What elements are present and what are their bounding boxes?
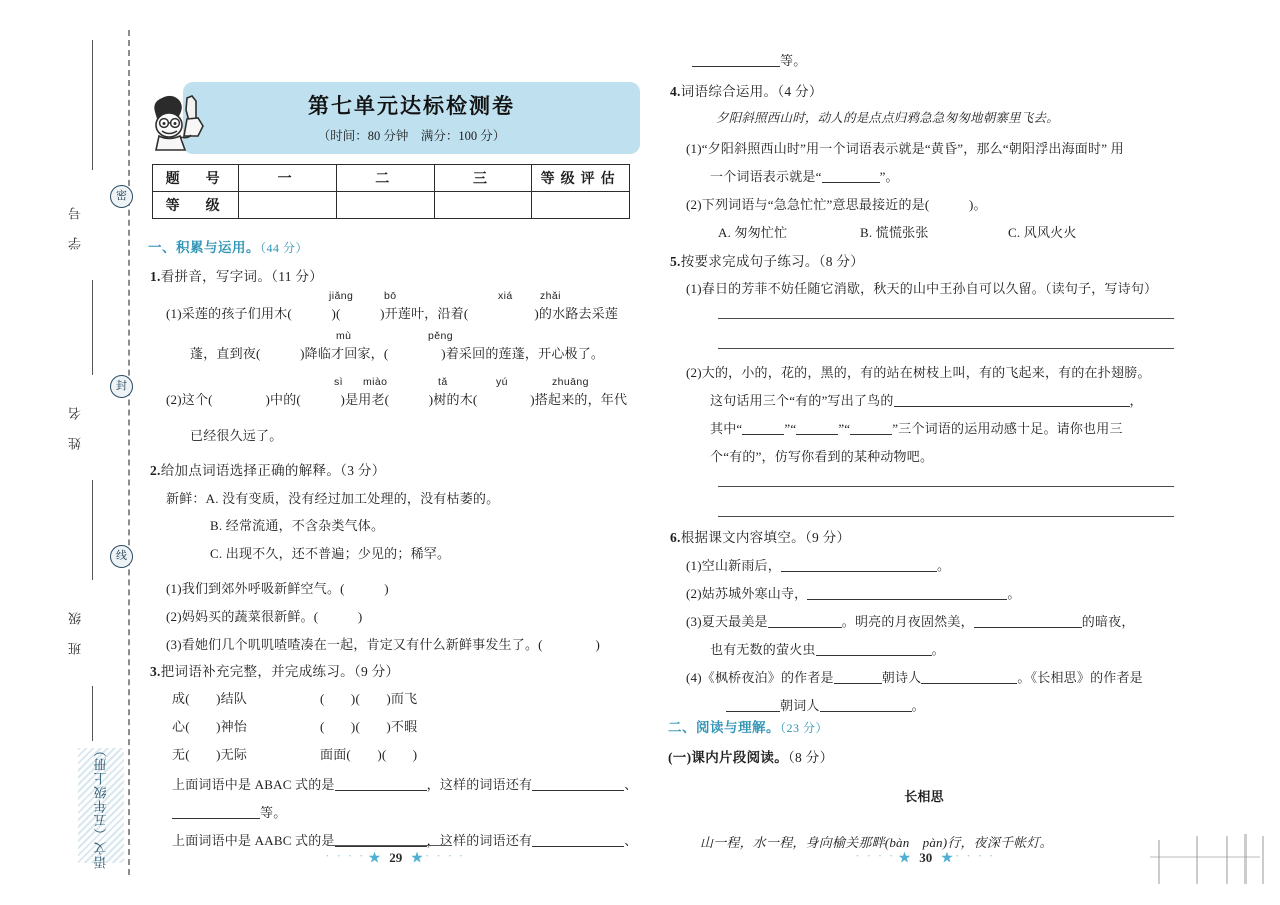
seal-char-circle: 封 <box>110 375 133 398</box>
question-5-item-2a: (2)大的，小的，花的，黑的，有的站在树枝上叫，有的飞起来，有的在扑翅膀。 <box>686 365 1151 380</box>
section-heading-1 <box>148 236 308 256</box>
subject-label: 语文（五年级上册） <box>93 742 109 869</box>
answer-blank[interactable] <box>894 406 1130 407</box>
footer-dots: · · · · <box>425 851 466 861</box>
question-5-item-2c: 其中“ ”“ ”“ ”三个词语的运用动感十足。请你也用三 <box>710 421 1123 436</box>
score-row-label: 题 号 <box>153 165 239 192</box>
question-4-item-1b: 一个词语表示就是“ ”。 <box>710 169 899 184</box>
question-4-item-1a: (1)“夕阳斜照西山时”用一个词语表示就是“黄昏”，那么“朝阳浮出海面时” 用 <box>686 141 1124 156</box>
question-number: 2. <box>150 463 161 478</box>
question-2-header <box>150 459 386 479</box>
question-points: （11 分） <box>271 269 324 284</box>
student-class-label: 班 级 <box>68 604 83 656</box>
pinyin-hint: tǎ <box>438 376 448 388</box>
page-title: 第七单元达标检测卷 <box>308 95 515 118</box>
answer-blank[interactable] <box>850 434 892 435</box>
question-2-item-1: (1)我们到郊外呼吸新鲜空气。( ) <box>166 581 389 596</box>
section-points: （44 分） <box>260 241 309 255</box>
seal-dashed-line <box>128 30 130 875</box>
question-2-option-c: C. 出现不久，还不普遍；少见的；稀罕。 <box>210 546 451 561</box>
pinyin-hint: bō <box>384 290 397 302</box>
idiom-left-3: 无( )无际 <box>172 747 248 762</box>
question-1-line-2: 蓬，直到夜( )降临才回家，( )着采回的莲蓬，开心极了。 <box>190 346 605 361</box>
subject-label-box <box>78 742 124 869</box>
answer-blank[interactable] <box>807 599 1007 600</box>
question-6-item-3b: 也有无数的萤火虫 。 <box>710 642 945 657</box>
question-4-item-2: (2)下列词语与“急急忙忙”意思最接近的是( )。 <box>686 197 987 212</box>
student-field-rule <box>92 40 93 170</box>
reading-subsection-header: (一)课内片段阅读。（8 分） <box>668 750 834 765</box>
page-number-left-group <box>326 849 466 865</box>
answer-blank[interactable] <box>921 683 1017 684</box>
score-table <box>152 164 630 219</box>
question-1-line-4: 已经很久远了。 <box>190 428 283 443</box>
question-number: 4. <box>670 84 681 99</box>
score-col-header: 等级评估 <box>532 165 630 192</box>
page-number-right-group <box>856 849 996 865</box>
score-cell[interactable] <box>336 192 434 219</box>
question-6-item-4b: 朝词人 。 <box>726 695 925 714</box>
exam-meta: （时间：80 分钟 满分：100 分） <box>317 129 506 143</box>
section-points: （23 分） <box>780 721 829 735</box>
footer-dots: · · · · <box>955 851 996 861</box>
pinyin-hint: mù <box>336 330 352 342</box>
poem-line: 山一程，水一程，身向榆关那畔(bàn pàn)行，夜深千帐灯。 <box>700 835 1053 850</box>
question-title: 给加点词语选择正确的解释。 <box>160 463 341 478</box>
answer-blank[interactable] <box>532 790 624 791</box>
question-points: （4 分） <box>777 84 823 99</box>
idiom-right-1: ( )( )而飞 <box>320 691 418 706</box>
pinyin-hint: zhǎi <box>540 290 561 302</box>
question-6-item-4a: (4)《枫桥夜泊》的作者是 朝诗人 。《长相思》的作者是 <box>686 670 1143 685</box>
star-icon: ★ <box>369 852 381 864</box>
star-icon: ★ <box>411 852 423 864</box>
question-number: 5. <box>670 254 681 269</box>
pinyin-hint: yú <box>496 376 508 388</box>
carryover-line: 等。 <box>692 50 806 69</box>
scan-artifact <box>1150 856 1260 858</box>
scan-artifact <box>1226 836 1228 884</box>
answer-blank[interactable] <box>335 846 427 847</box>
exam-title-banner <box>183 82 640 154</box>
question-2-option-a: 新鲜：A. 没有变质，没有经过加工处理的，没有枯萎的。 <box>166 491 500 506</box>
table-row <box>153 165 630 192</box>
scan-artifact <box>1244 834 1247 884</box>
question-6-item-1: (1)空山新雨后， 。 <box>686 558 951 573</box>
student-field-rule <box>92 686 93 741</box>
question-title: 把词语补充完整，并完成练习。 <box>160 664 354 679</box>
student-id-label: 学 号 <box>68 199 83 251</box>
footer-dots: · · · · <box>856 851 896 861</box>
star-icon: ★ <box>941 852 953 864</box>
question-number: 1. <box>150 269 161 284</box>
answer-blank[interactable] <box>834 683 882 684</box>
answer-blank[interactable] <box>974 627 1082 628</box>
question-3-abac-cont: 等。 <box>172 802 286 821</box>
answer-writing-line[interactable] <box>718 516 1174 517</box>
pinyin-hint: miào <box>363 376 388 388</box>
question-6-item-2: (2)姑苏城外寒山寺， 。 <box>686 586 1021 601</box>
section-heading-2 <box>668 716 828 736</box>
footer-rule-left <box>330 845 450 846</box>
scan-artifact <box>1262 836 1264 884</box>
question-3-header <box>150 660 399 680</box>
question-4-header <box>670 80 823 100</box>
question-number: 3. <box>150 664 161 679</box>
idiom-right-2: ( )( )不暇 <box>320 719 418 734</box>
question-6-header <box>670 526 850 546</box>
question-number: 6. <box>670 530 681 545</box>
question-title: 按要求完成句子练习。 <box>680 254 819 269</box>
score-col-header: 二 <box>336 165 434 192</box>
question-6-item-3a: (3)夏天最美是 。明亮的月夜固然美， 的暗夜， <box>686 614 1135 629</box>
score-row-label: 等 级 <box>153 192 239 219</box>
pinyin-hint: jiǎng <box>329 290 354 302</box>
student-field-rule <box>92 480 93 580</box>
answer-blank[interactable] <box>692 66 780 67</box>
question-5-item-2d: 个“有的”，仿写你看到的某种动物吧。 <box>710 449 934 464</box>
question-4-choice-a: A. 匆匆忙忙 <box>718 225 788 240</box>
answer-writing-line[interactable] <box>718 318 1174 319</box>
answer-writing-line[interactable] <box>718 486 1174 487</box>
seal-char-circle: 密 <box>110 185 133 208</box>
seal-char-circle: 线 <box>110 545 133 568</box>
question-2-item-2: (2)妈妈买的蔬菜很新鲜。( ) <box>166 609 363 624</box>
page-number-right: 30 <box>919 850 933 865</box>
pinyin-hint: pěng <box>428 330 453 342</box>
question-3-aabc-line: 上面词语中是 AABC 式的是 ，这样的词语还有 、 <box>172 833 638 848</box>
answer-blank[interactable] <box>820 711 912 712</box>
poem-title: 长相思 <box>904 789 944 804</box>
question-5-item-2b: 这句话用三个“有的”写出了鸟的 ， <box>710 393 1143 408</box>
question-5-item-1: (1)春日的芳菲不妨任随它消歇，秋天的山中王孙自可以久留。（读句子，写诗句） <box>686 281 1158 296</box>
question-3-abac-line: 上面词语中是 ABAC 式的是 ，这样的词语还有 、 <box>172 777 638 792</box>
star-icon: ★ <box>899 852 911 864</box>
question-5-header <box>670 250 864 270</box>
answer-blank[interactable] <box>335 790 427 791</box>
scan-artifact <box>1158 840 1160 884</box>
score-cell[interactable] <box>532 192 630 219</box>
question-title: 根据课文内容填空。 <box>680 530 805 545</box>
score-col-header: 一 <box>239 165 337 192</box>
question-4-quote: 夕阳斜照西山时，动人的是点点归鸦急急匆匆地朝寨里飞去。 <box>716 111 1059 125</box>
answer-blank[interactable] <box>816 655 932 656</box>
footer-dots: · · · · <box>326 851 366 861</box>
answer-blank[interactable] <box>532 846 624 847</box>
answer-blank[interactable] <box>172 818 260 819</box>
boy-pointing-icon <box>146 92 212 154</box>
question-4-choice-c: C. 风风火火 <box>1008 225 1077 240</box>
answer-writing-line[interactable] <box>718 348 1174 349</box>
student-field-rule <box>92 280 93 375</box>
question-title: 看拼音，写字词。 <box>160 269 272 284</box>
question-1-line-1: (1)采莲的孩子们用木( )( )开莲叶，沿着( )的水路去采莲 <box>166 306 619 321</box>
page-number-left: 29 <box>389 850 403 865</box>
question-points: （3 分） <box>340 463 386 478</box>
answer-blank[interactable] <box>781 571 937 572</box>
answer-blank[interactable] <box>726 711 780 712</box>
score-col-header: 三 <box>434 165 532 192</box>
question-points: （8 分） <box>818 254 865 269</box>
answer-blank[interactable] <box>796 434 838 435</box>
scan-artifact <box>1196 836 1198 884</box>
answer-blank[interactable] <box>768 627 842 628</box>
section-heading-text: 一、积累与运用。 <box>148 240 260 255</box>
pinyin-hint: sì <box>334 376 343 388</box>
question-2-item-3: (3)看她们几个叽叽喳喳凑在一起，肯定又有什么新鲜事发生了。( ) <box>166 637 601 652</box>
idiom-left-1: 成( )结队 <box>172 691 248 706</box>
score-cell[interactable] <box>239 192 337 219</box>
idiom-left-2: 心( )神怡 <box>172 719 248 734</box>
score-cell[interactable] <box>434 192 532 219</box>
pinyin-hint: xiá <box>498 290 513 302</box>
student-name-label: 姓 名 <box>68 399 83 451</box>
question-points: （9 分） <box>353 664 400 679</box>
question-2-option-b: B. 经常流通，不含杂类气体。 <box>210 518 385 533</box>
question-4-choice-b: B. 慌慌张张 <box>860 225 929 240</box>
answer-blank[interactable] <box>742 434 784 435</box>
question-1-line-3: (2)这个( )中的( )是用老( )树的木( )搭起来的，年代 <box>166 392 628 407</box>
pinyin-hint: zhuāng <box>552 376 589 388</box>
table-row <box>153 192 630 219</box>
question-points: （9 分） <box>804 530 851 545</box>
answer-blank[interactable] <box>822 182 880 183</box>
section-heading-text: 二、阅读与理解。 <box>668 720 780 735</box>
idiom-right-3: 面面( )( ) <box>320 747 418 762</box>
question-1-header <box>150 265 323 285</box>
question-title: 词语综合运用。 <box>680 84 778 99</box>
